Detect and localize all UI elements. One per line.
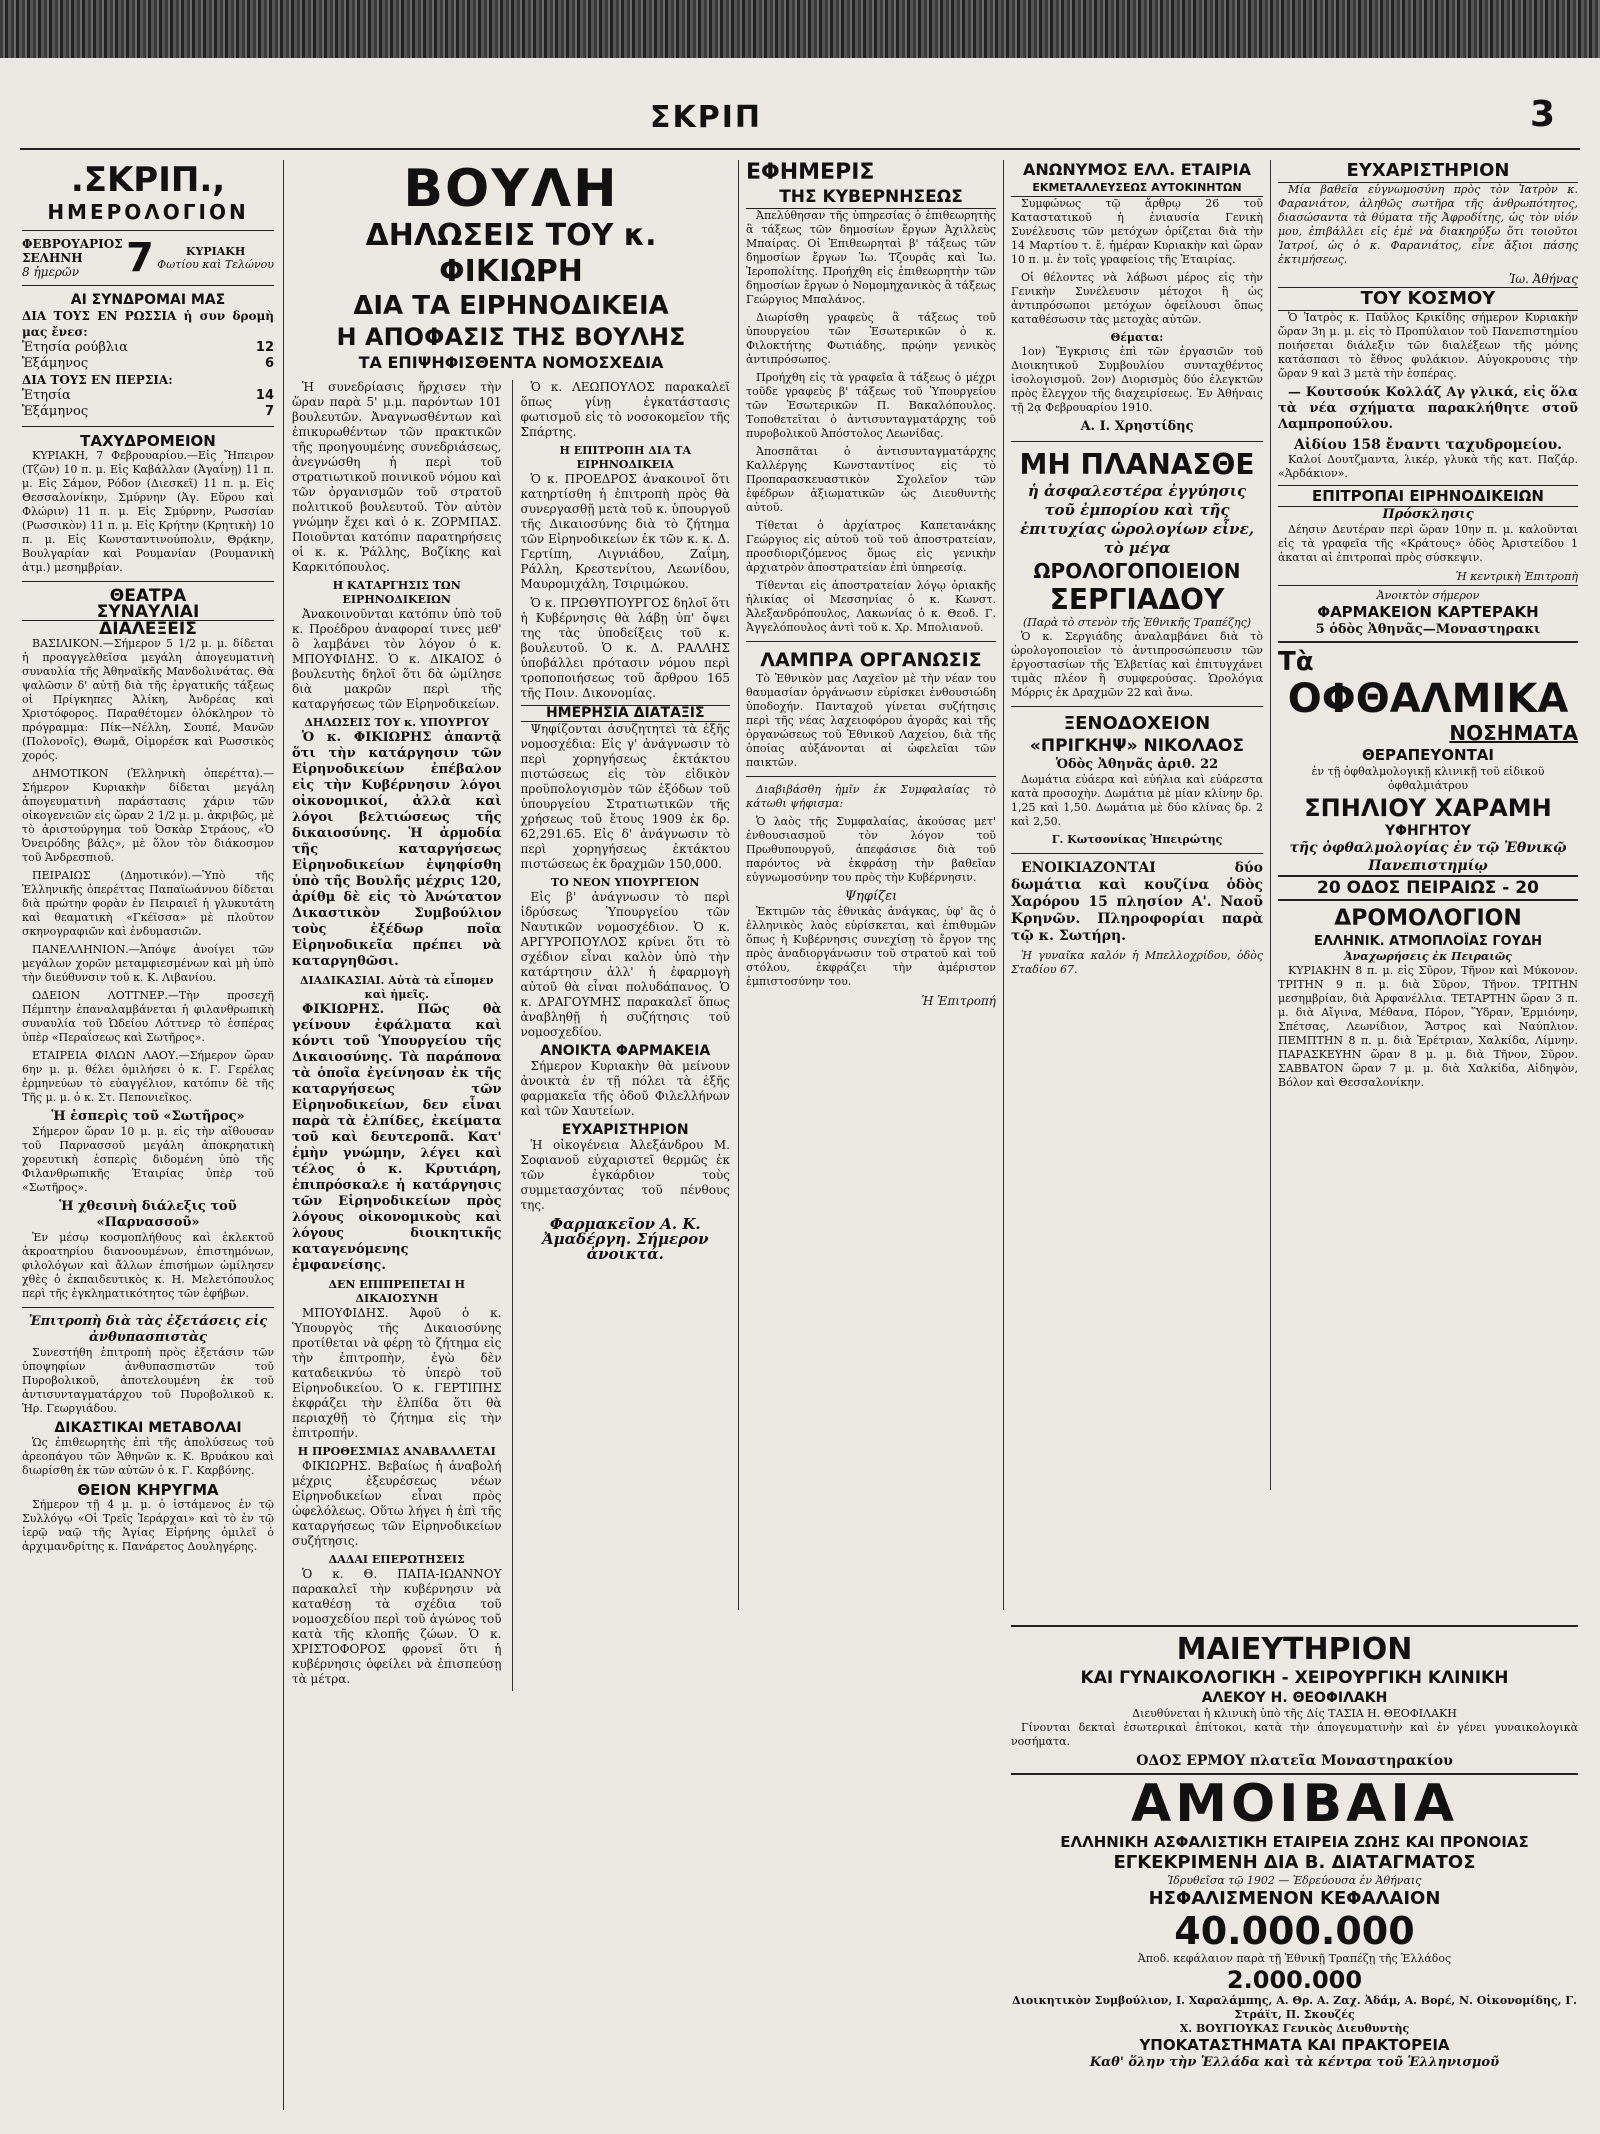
gazette-title: ΕΦΗΜΕΡΙΣ (746, 160, 875, 185)
gazette-text-3: Προήχθη εἰς τὰ γραφεῖα ἃ τάξεως ὁ μέχρι τοῦδε γραφεὺς β' τάξεως τοῦ Ὑπουργείου τῶν Ἐσωτερικῶν Π. Βακαλόπουλος. Τοποθετεῖται ὁ ἀντισυνταγματάρχης τοῦ πυροβολικοῦ Ἀπόστολος Λεωνίδας. (746, 371, 996, 440)
gazette-subtitle: ΤΗΣ ΚΥΒΕΡΝΗΣΕΩΣ (746, 186, 996, 209)
maternity-subheading: ΚΑΙ ΓΥΝΑΙΚΟΛΟΓΙΚΗ - ΧΕΙΡΟΥΡΓΙΚΗ ΚΛΙΝΙΚΗ (1080, 1668, 1509, 1688)
eye-ad-treated: ΘΕΡΑΠΕΥΟΝΤΑΙ (1362, 746, 1494, 764)
subscriptions-heading: ΑΙ ΣΥΝΔΡΟΜΑΙ ΜΑΣ (70, 292, 226, 308)
pharmakeia-text: Σήμερον Κυριακὴν θὰ μείνουν ἀνοικτὰ ἐν τῇ πόλει τὰ ἑξῆς φαρμακεῖα τῆς ὁδοῦ Φιλελλήνων καὶ τῶν Χαυτείων. (520, 1059, 730, 1118)
insurance-deposit-label: Ἀποδ. κεφάλαιον παρὰ τῇ Ἐθνικῇ Τραπέζῃ τῆς Ἑλλάδος (1137, 1952, 1452, 1965)
kerygma-text: Σήμερον τῇ 4 μ. μ. ὁ ἱστάμενος ἐν τῷ Συλλόγῳ «Οἱ Τρεῖς Ἱεράρχαι» καὶ τὸ ἐν τῷ ἱερῷ ναῷ τῆς Ἁγίας Εἰρήνης ὁμιλεῖ ὁ ἀρχιμανδρίτης κ. Πανάρετος Δουληγέρης. (22, 1498, 274, 1553)
world-text: Ὁ Ἰατρὸς κ. Παῦλος Κρικίδης σήμερον Κυριακὴν ὥραν 3η μ. μ. εἰς τὸ Προπύλαιον τοῦ Πανεπιστημίου ποιήσεται διάλεξιν τῶν διαλέξεων τῆς μόνης κατάσπασι τὸ ἔθνος φυλάκιον. Αὐγοκρουσις τὴν ὥραν 9 καὶ 3 μετὰ τὴν ἑσπέρας. (1278, 311, 1578, 380)
resolution-sign: Ἡ Ἐπιτροπή (921, 994, 996, 1008)
hotel-name: «ΠΡΙΓΚΗΨ» ΝΙΚΟΛΑΟΣ (1029, 736, 1245, 756)
post-text: ΚΥΡΙΑΚΗ, 7 Φεβρουαρίου.—Εἰς Ἤπειρον (Τζῶν) 10 π. μ. Εἰς Καβάλλαν (Ἀγαΐνῃ) 11 π. μ. Εἰς Σάμον, Ρόδον (Διεσκεῖ) 11 π. μ. Εἰς Θεσσαλονίκην, Σμύρνην (Ἀγ. Εὔρου καὶ Φλώριν) 11 π. μ. Εἰς Σμύρνην, Ρωσσίαν (Ρωσσικὸν) 11 π. μ. Εἰς Κρήτην (Κρητικὴ) 10 π. μ. Εἰς Κωνσταντινούπολιν, Θρᾴκην, Βουλγαρίαν καὶ Ρουμανίαν (Ρουμανικὴ ἀτμ.) μεσημβρίαν. (22, 449, 274, 574)
thanks-text: Ἡ οἰκογένεια Ἀλεξάνδρου Μ. Σοφιανοῦ εὐχαριστεῖ θερμῶς ἐκ τῶν ἐγκάρδιον τοὺς συμμετασχόντας τοῦ πένθους της. (520, 1138, 730, 1212)
insurance-deposit: 2.000.000 (1226, 1966, 1363, 1994)
schedule-text: ΚΥΡΙΑΚΗΝ 8 π. μ. εἰς Σῦρον, Τῆνον καὶ Μύκονον. ΤΡΙΤΗΝ 9 π. μ. διὰ Σῦρον, Τῆνον. ΤΡΙΤΗΝ μεσημβρίαν, διὰ Ἀρφανέλλια. ΤΕΤΑΡΤΗΝ ὥραν 3 π. μ. διὰ Αἴγινα, Μέθανα, Πόρον, Ὕδραν, Ἑρμιόνην, Σπέτσας, Λεωνίδιον, Ἄστρος καὶ Ναύπλιον. ΠΕΜΠΤΗΝ 8 π. μ. διὰ Ἐρέτριαν, Χαλκίδα, Λίμνην. ΠΑΡΑΣΚΕΥΗΝ ὥραν 8 μ. μ. διὰ Τῆνον, Σῦρον. ΣΑΒΒΑΤΟΝ ὥραν 7 μ. μ. διὰ Χαλκίδα, Αἰδηψὸν, Βόλον καὶ Θεσσαλονίκην. (1278, 964, 1578, 1089)
committees-subheading: Πρόσκλησις (1382, 507, 1474, 522)
insurance-capital-label: ΗΣΦΑΛΙΣΜΕΝΟΝ ΚΕΦΑΛΑΙΟΝ (1148, 1888, 1441, 1909)
world-heading: ΤΟΥ ΚΟΣΜΟΥ (1278, 287, 1578, 311)
epitropi-text: Ὁ κ. ΠΡΟΕΔΡΟΣ ἀνακοινοῖ ὅτι κατηρτίσθη ἡ ἐπιτροπὴ πρὸς θὰ συνεργασθῇ μετὰ τοῦ κ. ὑπουργοῦ τῆς Δικαιοσύνης διὰ τὸ ζήτημα τῶν Εἰρηνοδικείων ἐκ τῶν κ. κ. Δ. Γερτίπη, Λιγνιάδου, Ζαΐμη, Ράλλη, Κρεστενίτου, Λεωνίδου, Μαυρομιχάλη, Τσιριμώκου. (520, 472, 730, 591)
deloseis-text: Ὁ κ. ΦΙΚΙΩΡΗΣ ἀπαντᾷ ὅτι τὴν κατάργησιν τῶν Εἰρηνοδικείων ἐπέβαλον εἰς τὴν Κυβέρνησιν λόγοι οἰκονομικοί, ἀλλὰ καὶ λόγοι βελτιώσεως τῆς δικαιοσύνης. Ἡ ἀρμοδία τῆς καταργήσεως Εἰρηνοδικείων ἐψηφίσθη ὑπὸ τῆς Βουλῆς μέχρις 120, ἀρίθμ δὲ εἰς τὸ Ἀνώτατον Δικαστικὸν Συμβούλιον τοὺς ἐξέδωρ ποῖα Εἰρηνοδικεῖα πρέπει νὰ καταργηθῶσι. (292, 730, 502, 969)
judicial-text: Ὡς ἐπιθεωρητὴς ἐπὶ τῆς ἀπολύσεως τοῦ ἀρεοπάγου τῶν Ἀθηνῶν κ. Κ. Βρυάκου καὶ διωρίσθη ἐκ τῶν αὐτῶν ὁ κ. Γ. Καρβόνης. (22, 1436, 274, 1477)
parliament-opening: Ἡ συνεδρίασις ἤρχισεν τὴν ὥραν παρὰ 5' μ.μ. παρόντων 101 βουλευτῶν. Ἀναγνωσθέντων καὶ ἐπικυρωθέντων τῶν πρακτικῶν τῆς προηγουμένης συνεδριάσεως, ἀνεγνώσθη ἡ περὶ τοῦ στρατιωτικοῦ ποινικοῦ νόμου καὶ τῶν ὀργανισμῶν τοῦ στρατοῦ πολιτικοῦ βουλευτοῦ. Τὸν αὐτὸν γνώμην ἔχει καὶ ὁ κ. ΖΟΡΜΠΑΣ. Ποιοῦνται κατόπιν παρατηρήσεις οἱ κ. κ. Ῥάλλης, Βοζίκης καὶ Καρκιτόπουλος. (292, 380, 502, 574)
resolution-intro: Διαβιβάσθη ἡμῖν ἐκ Συμφαλαίας τὸ κάτωθι ψήφισμα: (746, 783, 996, 810)
subheading-thanks: ΕΥΧΑΡΙΣΤΗΡΙΟΝ (561, 1122, 689, 1138)
calendar-month: ΦΕΒΡΟΥΑΡΙΟΣ (22, 237, 123, 251)
price-row: Ἐτησία 14 (22, 388, 274, 403)
listing-dimotikon: ΔΗΜΟΤΙΚΟΝ (Ἑλληνικὴ ὀπερέττα).—Σήμερον Κυριακὴν δίδεται μεγάλη ἀπογευματινὴ παράστασις χάριν τῶν οἰκογενειῶν εἰς ὥραν 2 1/2 μ. μ. ἀκριβῶς, μὲ τὸ ἀριστούργημα τοῦ Ὀσκὰρ Στράους, «Ὁ Ὀνειρόδης βάλς», μὲ ὅλον τὸν διάκοσμον τοῦ Ἀνδρεσπιοῦ. (22, 767, 274, 864)
pharmacy-name: ΦΑΡΜΑΚΕΙΟΝ ΚΑΡΤΕΡΑΚΗ (1317, 603, 1539, 621)
aidorkis-text: ΦΙΚΙΩΡΗΣ. Πῶς θὰ γείνουν ἐφάλματα καὶ κόντι τοῦ Ὑπουργείου τῆς Δικαιοσύνης. Τὰ παράπονα τὰ ὁποῖα ἐγείνησαν ἐκ τῆς καταργήσεως τῶν Εἰρηνοδικείων, δεν εἶναι παρὰ τὰ ἐλπίδες, ἐκείματα τοῦ καὶ δευτεροπᾶ. Κατ' ἐμὴν γνώμην, λέγει καὶ τέλος ὁ κ. Κρυτιάρη, ἐπιπρόσκαλε ἡ κατάργησις τῶν Εἰρηνοδικείων πρὸς λόγους οἰκονομικοὺς καὶ λόγους διοικητικῆς καταγενόμενης ἐμφανείσης. (292, 1002, 502, 1273)
column-gazette (746, 160, 996, 1610)
eye-ad-doctor: ΣΠΗΛΙΟΥ ΧΑΡΑΜΗ (1304, 794, 1552, 822)
eye-ad-doctor-title: ΥΦΗΓΗΤΟΥ (1385, 823, 1471, 839)
post-heading: ΤΑΧΥΔΡΟΜΕΙΟΝ (80, 432, 216, 450)
insurance-branches: ΥΠΟΚΑΤΑΣΤΗΜΑΤΑ ΚΑΙ ΠΡΑΚΤΟΡΕΙΑ (1139, 2036, 1450, 2054)
eye-ad-clinic: ἐν τῇ ὀφθαλμολογικῇ κλινικῇ τοῦ εἰδικοῦ ὀφθαλμιάτρου (1311, 765, 1545, 792)
divider (22, 581, 274, 582)
erotiseis-text: Ὁ κ. Θ. ΠΑΠΑ-ΙΩΑΝΝΟΥ παρακαλεῖ τὴν κυβέρνησιν νὰ καταθέσῃ τὰ σχέδια τοῦ νομοσχεδίου περὶ τοῦ ἀγώνος τοῦ κατὰ τῆς κλοπῆς ζώων. Ὁ κ. ΧΡΙΣΤΟΦΟΡΟΣ φρονεῖ ὅτι ἡ κυβέρνησις ὁφείλει νὰ ἐπισπεύσῃ τὰ μέτρα. (292, 1567, 502, 1686)
hotel-sign: Γ. Κωτσονίκας Ἠπειρώτης (1051, 833, 1223, 846)
insurance-approval: ΕΓΚΕΚΡΙΜΕΝΗ ΔΙΑ Β. ΔΙΑΤΑΓΜΑΤΟΣ (1113, 1852, 1476, 1873)
column-parliament (292, 160, 730, 2120)
company-agenda-label: Θέματα: (1110, 331, 1164, 344)
calendar-subtitle: ΗΜΕΡΟΛΟΓΙΟΝ (47, 200, 249, 224)
schedule-company: ΕΛΛΗΝΙΚ. ΑΤΜΟΠΛΟΪΑΣ ΓΟΥΔΗ (1313, 934, 1543, 949)
committees-sign: Ἡ κεντρικὴ Ἐπιτροπὴ (1455, 570, 1578, 583)
rent-ad: ΕΝΟΙΚΙΑΖΟΝΤΑΙ δύο δωμάτια καὶ κουζίνα ὁδὸς Χαρόρου 15 πλησίον Α'. Ναοῦ Κρηνῶν. Πληροφορίαι παρὰ τῷ κ. Σωτήρη. (1011, 860, 1263, 944)
watch-ad-title: ΜΗ ΠΛΑΝΑΣΘΕ (1019, 448, 1255, 481)
calendar-title: .ΣΚΡΙΠ., (70, 160, 226, 200)
kerygma-heading: ΘΕΙΟΝ ΚΗΡΥΓΜΑ (77, 1481, 219, 1499)
listing-panellinion: ΠΑΝΕΛΛΗΝΙΟΝ.—Ἀπόψε ἀνοίγει τῶν μεγάλων χορῶν μεταμφιεσμένων καὶ μὴ ὑπὸ τὴν διεύθυνσιν τοῦ κ. Κ. Λιβανίου. (22, 943, 274, 984)
page-number: 3 (1530, 94, 1556, 135)
company-text-1: Συμφώνως τῷ ἄρθρῳ 26 τοῦ Καταστατικοῦ ἡ ἐνιαυσία Γενικὴ Συνέλευσις τῶν μετόχων ὁρίζεται διὰ τὴν 14 Μαρτίου τ. ἔ. ἡμέραν Κυριακὴν καὶ ὥραν 10 π. μ. ἐν τοῖς γραφείοις τῆς Ἑταιρίας. (1011, 197, 1263, 266)
parliament-subtitle-2: ΔΙΑ ΤΑ ΕΙΡΗΝΟΔΙΚΕΙΑ (353, 291, 669, 321)
thanks-text: Μία βαθεῖα εὐγνωμοσύνη πρὸς τὸν Ἰατρὸν κ. Φαρανιάτον, ἀληθῶς σωτῆρα τῆς ἀνθρωπότητος, διασώσαντα τὰ θύματα τῆς Ἀφροδίτης, ὡς τὸν υἱόν μου, ἐπιβάλλει εἰς ἐμὲ νὰ διακηρύξω ὅτι τοιοῦτοι Ἰατροί, ὡς ὁ κ. Φαρανιάτος, εἶνε ἄξιοι πάσης ἐκτιμήσεως. (1278, 183, 1578, 266)
pharmacy-address: 5 ὁδὸς Ἀθηνᾶς—Μοναστηρακι (1278, 622, 1578, 643)
lottery-text: Τὸ Ἐθνικὸν μας Λαχεῖον μὲ τὴν νέαν του θαυμασίαν ὀργάνωσιν εὑρίσκει ἐνθουσιώδη ὑποδοχήν. Πανταχοῦ γίνεται συζήτησις περὶ τῆς νέας λαχειοφόρου ἀγορᾶς καὶ τῆς ὀργανώσεως τοῦ Ἐθνικοῦ Λαχείου, διὰ τῆς ὁποίας αὐξάνονται αἱ ὠφελεῖαι τῶν παικτῶν. (746, 672, 996, 769)
divider (22, 285, 274, 286)
listing-etaireia: ΕΤΑΙΡΕΙΑ ΦΙΛΩΝ ΛΑΟΥ.—Σήμερον ὥραν 6ην μ. μ. θέλει ὁμιλήσει ὁ κ. Γ. Γερέλας ἐρμηνεύων τὸ εὐαγγέλιον, κατόπιν δὲ τῆς Τῆς μ. μ. ὁ κ. Στ. Πεπονιεῖκος. (22, 1049, 274, 1104)
masthead-rule (20, 148, 1580, 150)
calendar-date (22, 237, 274, 279)
scan-edge-strip (0, 0, 1600, 58)
watch-ad-shop: ΩΡΟΛΟΓΟΠΟΙΕΙΟΝ (1033, 559, 1241, 583)
maternity-owner: ΑΛΕΚΟΥ Η. ΘΕΟΦΙΛΑΚΗ (1201, 1690, 1388, 1706)
dikaiosyni-text: ΜΠΟΥΦΙΔΗΣ. Ἀφοῦ ὁ κ. Ὑπουργὸς τῆς Δικαιοσύνης προτίθεται νὰ φέρῃ τὸ ζήτημα εἰς τὴν ἐπιτροπὴν, ἐγὼ δὲν καταδεικνύω τὸ ὑπερὸ τοῦ Εἰρηνοδικείου. Ὁ κ. ΓΕΡΤΙΠΗΣ ἐκφράζει τὴν ἐλπίδα ὅτι θὰ περιαχθῇ τὸ ζήτημα εἰς τὴν ἐπιτροπήν. (292, 1306, 502, 1440)
divider (746, 641, 996, 642)
column-divider (1003, 160, 1004, 1610)
watch-ad-owner: ΣΕΡΓΙΑΔΟΥ (1049, 583, 1225, 616)
hotel-text: Δωμάτια εὐάερα καὶ εὐήλια καὶ εὐάρεστα κατὰ προσοχὴν. Δωμάτια μὲ μίαν κλίνην δρ. 1,25 καὶ 1,50. Δωμάτια μὲ δύο κλίνας δρ. 2 καὶ 2,50. (1011, 773, 1263, 828)
gazette-text-6: Τίθενται εἰς ἀποστρατείαν λόγῳ ὀριακῆς ἡλικίας οἱ Μεσσηνίας ὁ κ. Κωνστ. Ἀλεξανδρόπουλος, Λακωνίας ὁ κ. Θεοδ. Γ. Ἀγγελόπουλος ἀντὶ τοῦ κ. Χρ. Μπολιανοῦ. (746, 579, 996, 634)
divider (22, 230, 274, 231)
gazette-text-1: Ἀπελύθησαν τῆς ὑπηρεσίας ὁ ἐπιθεωρητὴς ἃ τάξεως τῶν δημοσίων ἔργων Ἀχιλλεὺς Μπαίρας. Οἱ Ἐπιθεωρηταὶ β' τάξεως τῶν δημοσίων ἔργων Ἰω. Τζουρᾶς καὶ Ἰω. Ἰεροπολίτης. Προήχθη εἰς ἐπιθεωρητὴν τῶν δημοσίων ἔργων ὁ Νομομηχανικὸς ἃ τάξεως Γεώργιος Μπαλάνος. (746, 209, 996, 306)
judicial-heading: ΔΙΚΑΣΤΙΚΑΙ ΜΕΤΑΒΟΛΑΙ (54, 1420, 242, 1436)
resolution-text: Ὁ λαὸς τῆς Συμφαλαίας, ἀκούσας μετ' ἐνθουσιασμοῦ τὸν λόγον τοῦ Πρωθυπουργοῦ, ἀπεφάσισε διὰ τοῦ παρόντος νὰ ἐκφράσῃ τὴν βαθεῖαν εὐγνωμοσύνην του πρὸς τὴν Κυβέρνησιν. (746, 815, 996, 884)
imerisia-text: Ψηφίζονται ἀσυζητητεὶ τὰ ἑξῆς νομοσχέδια: Εἰς γ' ἀνάγνωσιν τὸ περὶ χορηγήσεως ἐκτάκτου πιστώσεως εἰς τὸν εἰδικὸν προϋπολογισμὸν τῶν ἐξόδων τοῦ ὑπουργείου Στρατιωτικῶν τῆς χρήσεως τοῦ ἔτους 1909 ἐκ δρ. 62,291.65. Εἰς δ' ἀνάγνωσιν τὸ περὶ χορηγήσεως ἐκτάκτου πιστώσεως ἐκ δραχμῶν 150,000. (520, 722, 730, 871)
committee-heading: Ἐπιτροπὴ διὰ τὰς ἐξετάσεις εἰς ἀνθυπασπιστὰς (28, 1314, 268, 1345)
divider (1011, 706, 1263, 707)
price-row: Ἑξάμηνος 7 (22, 404, 274, 419)
insurance-founded: Ἱδρυθεῖσα τῷ 1902 — Ἑδρεύουσα ἐν Ἀθήναις (1167, 1874, 1422, 1887)
schedule-heading: ΔΡΟΜΟΛΟΓΙΟΝ (1334, 906, 1522, 931)
gazette-text-2: Διωρίσθη γραφεὺς ἃ τάξεως τοῦ ὑπουργείου τῶν Ἐσωτερικῶν ὁ κ. Φιλοκτήτης Φωτιάδης, πρῴην γενικὸς ἀντιπρόσωπος. (746, 311, 996, 366)
resolution-votes: Ψηφίζει (844, 889, 898, 904)
subheading-neon: ΤΟ ΝΕΟΝ ΥΠΟΥΡΓΕΙΟΝ (551, 876, 700, 889)
calendar-moon: ΣΕΛΗΝΗ (22, 251, 83, 265)
parliament-subtitle-3: Η ΑΠΟΦΑΣΙΣ ΤΗΣ ΒΟΥΛΗΣ (336, 323, 686, 351)
thanks-heading: ΕΥΧΑΡΙΣΤΗΡΙΟΝ (1278, 160, 1578, 183)
collar-ad-address: Αἰδίου 158 ἔναντι ταχυδρομείου. (1293, 437, 1563, 453)
sotiros-text: Σήμερον ὥραν 10 μ. μ. εἰς τὴν αἴθουσαν τοῦ Παρνασσοῦ μεγάλη ἀποκρηατικὴ χορευτικὴ ἑσπερὶς διδομένη ὑπὸ τῆς Φιλανθρωπικῆς Ἑταιρίας ὑπὲρ τοῦ «Σωτῆρος». (22, 1125, 274, 1194)
listing-vasilikon: ΒΑΣΙΛΙΚΟΝ.—Σήμερον 5 1/2 μ. μ. δίδεται ἡ προαγγελθεῖσα μεγάλη ἀπογευματινὴ συναυλία τῆς Ἀθηναϊκῆς Μανδολινάτας. Θὰ ψαλῶσιν δ' αὐτῇ διὰ τῆς ἐργατικῆς τάξεως οἱ Πρίγκηπες Ἀλίκη, Ἀνδρέας καὶ Χριστόφορος. Παραθέτομεν ὁλόκληρον τὸ πρόγραμμα: Πίκ—Νέλλη, Σουπέ, Μανῶν (Πολονοῖς), Θωμᾶ, Οἰμορέσκ καὶ Ρωσσικὸς χορός. (22, 637, 274, 762)
calendar-saint: Φωτίου καὶ Τελώνου (157, 258, 274, 271)
sotiros-heading: Ἡ ἑσπερὶς τοῦ «Σωτῆρος» (51, 1109, 245, 1124)
company-sign: Α. Ι. Χρηστίδης (1080, 419, 1194, 434)
parliament-title: ΒΟΥΛΗ (403, 160, 619, 219)
parliament-left-subcolumn (292, 380, 502, 1691)
insurance-capital: 40.000.000 (1174, 1909, 1415, 1953)
committees-heading: ΕΠΙΤΡΟΠΑΙ ΕΙΡΗΝΟΔΙΚΕΙΩΝ (1278, 485, 1578, 507)
eye-ad-title: ΟΦΘΑΛΜΙΚΑ (1287, 676, 1569, 722)
subheading-anaboli: Η ΠΡΟΘΕΣΜΙΑΣ ΑΝΑΒΑΛΛΕΤΑΙ (297, 1445, 496, 1458)
insurance-gm: Χ. ΒΟΥΓΙΟΥΚΑΣ Γενικὸς Διευθυντὴς (1179, 2022, 1410, 2035)
masthead (0, 94, 1600, 160)
column-divider (738, 160, 739, 1610)
concerts-heading: ΣΥΝΑΥΛΙΑΙ (22, 604, 274, 621)
maternity-director: Διευθύνεται ἡ κλινικὴ ὑπὸ τῆς Δίς ΤΑΣΙΑ Η. ΘΕΟΦΙΛΑΚΗ (1132, 1707, 1457, 1720)
insurance-title: ΑΜΟΙΒΑΙΑ (1130, 1774, 1458, 1834)
committee-text: Συνεστήθη ἐπιτροπὴ πρὸς ἐξετάσιν τῶν ὑποψηφίων ἀνθυπασπιστῶν τοῦ Πυροβολικοῦ, ἀποτελουμένη ἐκ τοῦ ἀντισυνταγματάρχου τοῦ Πυροβολικοῦ κ. Ἡρ. Γεωργιάδου. (22, 1346, 274, 1415)
newspaper-name: ΣΚΡΙΠ (650, 100, 762, 135)
insurance-subtitle: ΕΛΛΗΝΙΚΗ ΑΣΦΑΛΙΣΤΙΚΗ ΕΤΑΙΡΕΙΑ ΖΩΗΣ ΚΑΙ ΠΡΟΝΟΙΑΣ (1060, 1833, 1529, 1851)
listing-odeion: ΩΔΕΙΟΝ ΛΟΤΤΝΕΡ.—Τὴν προσεχῆ Πέμπτην ἐπαναλαμβάνεται ἡ φιλανθρωπικὴ συναυλία τοῦ Ὠδείου Λόττνερ τὸ ἑσπέρας ὑπὲρ «Περαΐσεως καὶ Σωτῆρος». (22, 989, 274, 1044)
thanks-sign: Ἰω. Ἀθήνας (1509, 272, 1578, 286)
pharmacy-open-label: Ἀνοικτὸν σήμερον (1278, 585, 1578, 603)
subheading-epitropi: Η ΕΠΙΤΡΟΠΗ ΔΙΑ ΤΑ ΕΙΡΗΝΟΔΙΚΕΙΑ (559, 444, 692, 471)
bottom-ads (1011, 1625, 1578, 2113)
hotel-heading: ΞΕΝΟΔΟΧΕΙΟΝ (1063, 713, 1211, 734)
parliament-right-subcolumn (512, 380, 731, 1691)
watch-ad-text: Ὁ κ. Σεργιάδης ἀναλαμβάνει διὰ τὸ ὡρολογοποιεῖον τὸ ἀντιπροσώπευσιν τῶν ἐργοστασίων τῆς Ἐλβετίας καὶ ἐπιτυγχάνει τιμὰς πλέον ἢ συμφερούσας. Ὡρολόγια Μόρρις ἐκ Δραχμῶν 22 καὶ ἄνω. (1011, 630, 1263, 699)
price-row: Ἑξάμηνος 6 (22, 356, 274, 371)
gazette-text-5: Τίθεται ὁ ἀρχίατρος Καπετανάκης Γεώργιος εἰς αὐτοῦ τοῦ τοῦ ἀποστρατείαν, προσδιοριζόμενος ὅμως εἰς γενικὴν ἀρχιατρὸν ἀποστρατείαν ἐπὶ ὑπηρεσίᾳ. (746, 519, 996, 574)
divider (22, 426, 274, 427)
eye-ad-ta: Τὰ (1278, 647, 1314, 677)
divider (22, 1307, 274, 1308)
company-text-3: 1ον) Ἔγκρισις ἐπὶ τῶν ἐργασιῶν τοῦ Διοικητικοῦ Συμβουλίου συνταχθέντος ἰσολογισμοῦ. 2ον) Διορισμὸς δύο ἐλεγκτῶν πρὸς ἔλεγχον τῆς διαχειρίσεως. Ἐν Ἀθήναις τῇ 2ᾳ Φεβρουαρίου 1910. (1011, 345, 1263, 414)
parliament-subtitle: ΔΗΛΩΣΕΙΣ ΤΟΥ κ. ΦΙΚΙΩΡΗ (365, 218, 657, 289)
column-ads (1011, 160, 1263, 1610)
parliament-right-opening: Ὁ κ. ΛΕΩΠΟΥΛΟΣ παρακαλεῖ ὅπως γίνῃ ἐγκατάστασις φωτισμοῦ εἰς τὸ νοσοκομεῖον τῆς Σπάρτης. (520, 380, 730, 439)
insurance-board: Διοικητικὸν Συμβούλιον, Ι. Χαραλάμπης, Α. Θρ. Α. Ζαχ. Ἀδάμ, Α. Βορέ, Ν. Οἰκονομίδης, Γ. Στράϊτ, Π. Σκουζές (1012, 1994, 1577, 2021)
column-right (1278, 160, 1578, 1490)
maternity-text: Γίνονται δεκταὶ ἐσωτερικαὶ ἐπίτοκοι, κατὰ τὴν ἀπογευματινὴν καὶ ἐν γένει γυναικολογικὰ νοσήματα. (1011, 1721, 1578, 1748)
katargisis-text: Ἀνακοινοῦνται κατόπιν ὑπὸ τοῦ κ. Προέδρου ἀναφοραί τινες μεθ' ὃ λαμβάνει τὸν λόγον ὁ κ. ΜΠΟΥΦΙΔΗΣ. Ὁ κ. ΔΙΚΑΙΟΣ ὁ βουλευτὴς δηλοῖ ὅτι δὰ ὡμίλησε διὰ μακρῶν περὶ τῆς καταργήσεως τῶν Εἰρηνοδικείων. (292, 607, 502, 711)
divider (746, 776, 996, 777)
watch-ad-location: (Παρὰ τὸ στενὸν τῆς Ἐθνικῆς Τραπέζης) (1022, 616, 1252, 629)
subscriptions-persia: ΔΙΑ ΤΟΥΣ ΕΝ ΠΕΡΣΙΑ: (22, 373, 173, 387)
subheading-imerisia: ΗΜΕΡΗΣΙΑ ΔΙΑΤΑΞΙΣ (521, 705, 731, 722)
lectures-heading: ΔΙΑΛΕΞΕΙΣ (99, 619, 197, 639)
eye-ad-diseases: ΝΟΣΗΜΑΤΑ (1449, 721, 1578, 745)
parliament-subtitle-4: ΤΑ ΕΠΙΨΗΦΙΣΘΕΝΤΑ ΝΟΜΟΣΧΕΔΙΑ (358, 353, 664, 372)
watch-ad-tagline: ἡ ἀσφαλεστέρα ἐγγύησις τοῦ ἐμπορίου καὶ τῆς ἐπιτυχίας ὡρολογίων εἶνε, τὸ μέγα (1020, 482, 1254, 557)
subheading-aidorkis: ΔΙΑΔΙΚΑΣΙΑΙ. Αὐτὰ τὰ εἶπομεν καὶ ἡμεῖς. (299, 974, 494, 1001)
misc-ad: Ἡ γυναῖκα καλόν ἡ Μπελλοχρίδου, ὁδὸς Σταδίου 67. (1011, 949, 1263, 976)
hotel-address: Ὁδὸς Ἀθηνᾶς ἀριθ. 22 (1055, 757, 1219, 772)
subheading-katargisis: Η ΚΑΤΑΡΓΗΣΙΣ ΤΩΝ ΕΙΡΗΝΟΔΙΚΕΙΩΝ (332, 579, 461, 606)
anaboli-text: ΦΙΚΙΩΡΗΣ. Βεβαίως ἡ ἀναβολή μέχρις ἐξευρέσεως νέων Εἰρηνοδικείων εἶναι πρὸς ὠφελόλεως. Οὕτω λήγει ἡ ἐπὶ τῆς καταργήσεως τῶν Εἰρηνοδικείων συζήτησις. (292, 1459, 502, 1548)
parnassos-heading: Ἡ χθεσινὴ διάλεξις τοῦ «Παρνασσοῦ» (59, 1199, 237, 1230)
schedule-departures: Ἀναχωρήσεις ἐκ Πειραιῶς (1344, 950, 1512, 963)
company-subtitle: ΕΚΜΕΤΑΛΛΕΥΣΕΩΣ ΑΥΤΟΚΙΝΗΤΩΝ (1011, 180, 1263, 197)
subheading-deloseis: ΔΗΛΩΣΕΙΣ ΤΟΥ κ. ΥΠΟΥΡΓΟΥ (304, 716, 490, 729)
prothypourgos-text: Ὁ κ. ΠΡΩΘΥΠΟΥΡΓΟΣ δηλοῖ ὅτι ἡ Κυβέρνησις θὰ λάβῃ ὑπ' ὄψει της τὰς ὑποδείξεις τοῦ κ. βουλευτοῦ. Ὁ κ. Δ. ΡΑΛΛΗΣ ὑποβάλλει πρότασιν νόμου περὶ τροποποιήσεως τοῦ ἄρθρου 165 τῆς Ποιν. Δικονομίας. (520, 596, 730, 700)
sweets-ad: Καλοί Δουτζμαντα, λικέρ, γλυκὰ τῆς κατ. Παζάρ. «Ἀρδάκιον». (1278, 453, 1578, 480)
neon-text: Εἰς β' ἀνάγνωσιν τὸ περὶ ἱδρύσεως Ὑπουργείου τῶν Ναυτικῶν νομοσχέδιον. Ὁ κ. ΑΡΓΥΡΟΠΟΥΛΟΣ κρίνει ὅτι τὸ σχέδιον εἶναι καλὸν ὑπὸ τὴν κατάρτησιν ἀλλ' ἡ ἐφαρμογὴ αὐτοῦ θὰ εἶναι πολυδάπανος. Ὁ κ. ΔΡΑΓΟΥΜΗΣ παρακαλεῖ ὅπως ἀναβληθῇ ἡ συζήτησις τοῦ νομοσχεδίου. (520, 890, 730, 1039)
company-title: ΑΝΩΝΥΜΟΣ ΕΛΛ. ΕΤΑΙΡΙΑ (1023, 160, 1251, 179)
column-1 (22, 160, 274, 2120)
calendar-day-number: 7 (126, 235, 154, 281)
subheading-erotiseis: ΔΑΔΑΙ ΕΠΕΡΩΤΗΣΕΙΣ (328, 1553, 465, 1566)
divider (1011, 441, 1263, 442)
price-row: Ἐτησία ρούβλια 12 (22, 340, 274, 355)
maternity-heading: ΜΑΙΕΥΤΗΡΙΟΝ (1176, 1632, 1413, 1667)
subheading-pharmakeia: ΑΝΟΙΚΤΑ ΦΑΡΜΑΚΕΙΑ (540, 1043, 711, 1059)
collar-ad: — Κουτσούκ Κολλάζ Αγ γλικά, εἰς ὅλα τὰ νέα σχήματα παρακλήθητε στοῦ Λαμπροπούλου. (1278, 385, 1578, 432)
listing-peiraios: ΠΕΙΡΑΙΩΣ (Δημοτικόν).—Ὑπὸ τῆς Ἑλληνικῆς ὀπερέττας Παπαϊωάννου δίδεται διὰ πρώτην φορὰν ἐν Πειραιεῖ ἡ γλυκυτάτη καὶ θεαματικὴ «Γκέϊσσα» μὲ πλοῦτον σκηνογραφιῶν καὶ ἐνδυμασιῶν. (22, 869, 274, 938)
subheading-dikaiosyni: ΔΕΝ ΕΠΙΠΡΕΠΕΤΑΙ Η ΔΙΚΑΙΟΣΥΝΗ (328, 1278, 466, 1305)
lottery-heading: ΛΑΜΠΡΑ ΟΡΓΑΝΩΣΙΣ (760, 649, 982, 671)
maternity-address: ΟΔΟΣ ΕΡΜΟΥ πλατεῖα Μοναστηρακίου (1011, 1753, 1578, 1775)
resolution-body: Ἐκτιμῶν τὰς ἐθνικὰς ἀνάγκας, ὑφ' ἃς ὁ ἑλληνικὸς λαὸς εὑρίσκεται, καὶ ἐπιθυμῶν ὅπως ἡ Κυβέρνησις συνεχίσῃ τὸ ἔργον της πρὸς ἀναδιοργάνωσιν τοῦ στρατοῦ καὶ τοῦ στόλου, ἐκφράζει τὴν ἀμέριστον ἐμπιστοσύνην του. (746, 905, 996, 988)
subscriptions-russia: ΔΙΑ ΤΟΥΣ ΕΝ ΡΩΣΣΙΑ ἡ συν δρομὴ μας ἔνεσ: (22, 309, 274, 339)
column-divider (283, 160, 284, 2110)
calendar-days-left: 8 ἡμερῶν (22, 265, 80, 279)
eye-ad-university: τῆς ὀφθαλμολογίας ἐν τῷ Ἐθνικῷ Πανεπιστημίῳ (1289, 840, 1567, 874)
eye-ad-address: 20 ΟΔΟΣ ΠΕΙΡΑΙΩΣ - 20 (1278, 875, 1578, 901)
column-divider (1270, 160, 1271, 1490)
calendar-day-name: ΚΥΡΙΑΚΗ (185, 245, 246, 258)
divider (1011, 853, 1263, 854)
gazette-text-4: Ἀποσπᾶται ὁ ἀντισυνταγματάρχης Καλλέργης Κωνσταντίνος εἰς τὸ Προπαρασκευαστικὸν Σχολεῖον τῶν ἐφέδρων ἀξιωματικῶν ὡς Διευθυντὴς αὐτοῦ. (746, 445, 996, 514)
company-text-2: Οἱ θέλοντες νὰ λάβωσι μέρος εἰς τὴν Γενικὴν Συνέλευσιν μέτοχοι ἢ ὡς ἀντιπρόσωποι μετόχων ὀφείλουσι ὅπως καταθέσωσιν τὰς μετοχὰς αὐτῶν. (1011, 271, 1263, 326)
pharmacy-ad: Φαρμακεῖον Α. Κ. Ἀμαδέργη. Σήμερον ἀνοικτά. (541, 1215, 709, 1263)
committees-text: Δέησιν Δευτέραν περὶ ὥραν 10ην π. μ. καλοῦνται εἰς τὰ γραφεῖα τῆς «Κράτους» ὁδὸς Ἀριστείδου 1 ἀκαται αἱ ἐπιτροπαὶ πρὸς σύσκεψιν. (1278, 523, 1578, 564)
insurance-branches-scope: Καθ' ὅλην τὴν Ἑλλάδα καὶ τὰ κέντρα τοῦ Ἑλληνισμοῦ (1089, 2055, 1500, 2070)
theatre-heading: ΘΕΑΤΡΑ (109, 586, 187, 606)
parnassos-text: Ἐν μέσῳ κοσμοπλήθους καὶ ἐκλεκτοῦ ἀκροατηρίου διανοουμένων, ἐπιστημόνων, φιλολόγων καὶ ἄλλων ἐπισήμων ὡμίλησεν χθὲς ὁ ἐκπαιδευτικὸς κ. Η. Μελετόπουλος περὶ τῆς ἐγκληματικότητος τῶν ἐφήβων. (22, 1231, 274, 1300)
